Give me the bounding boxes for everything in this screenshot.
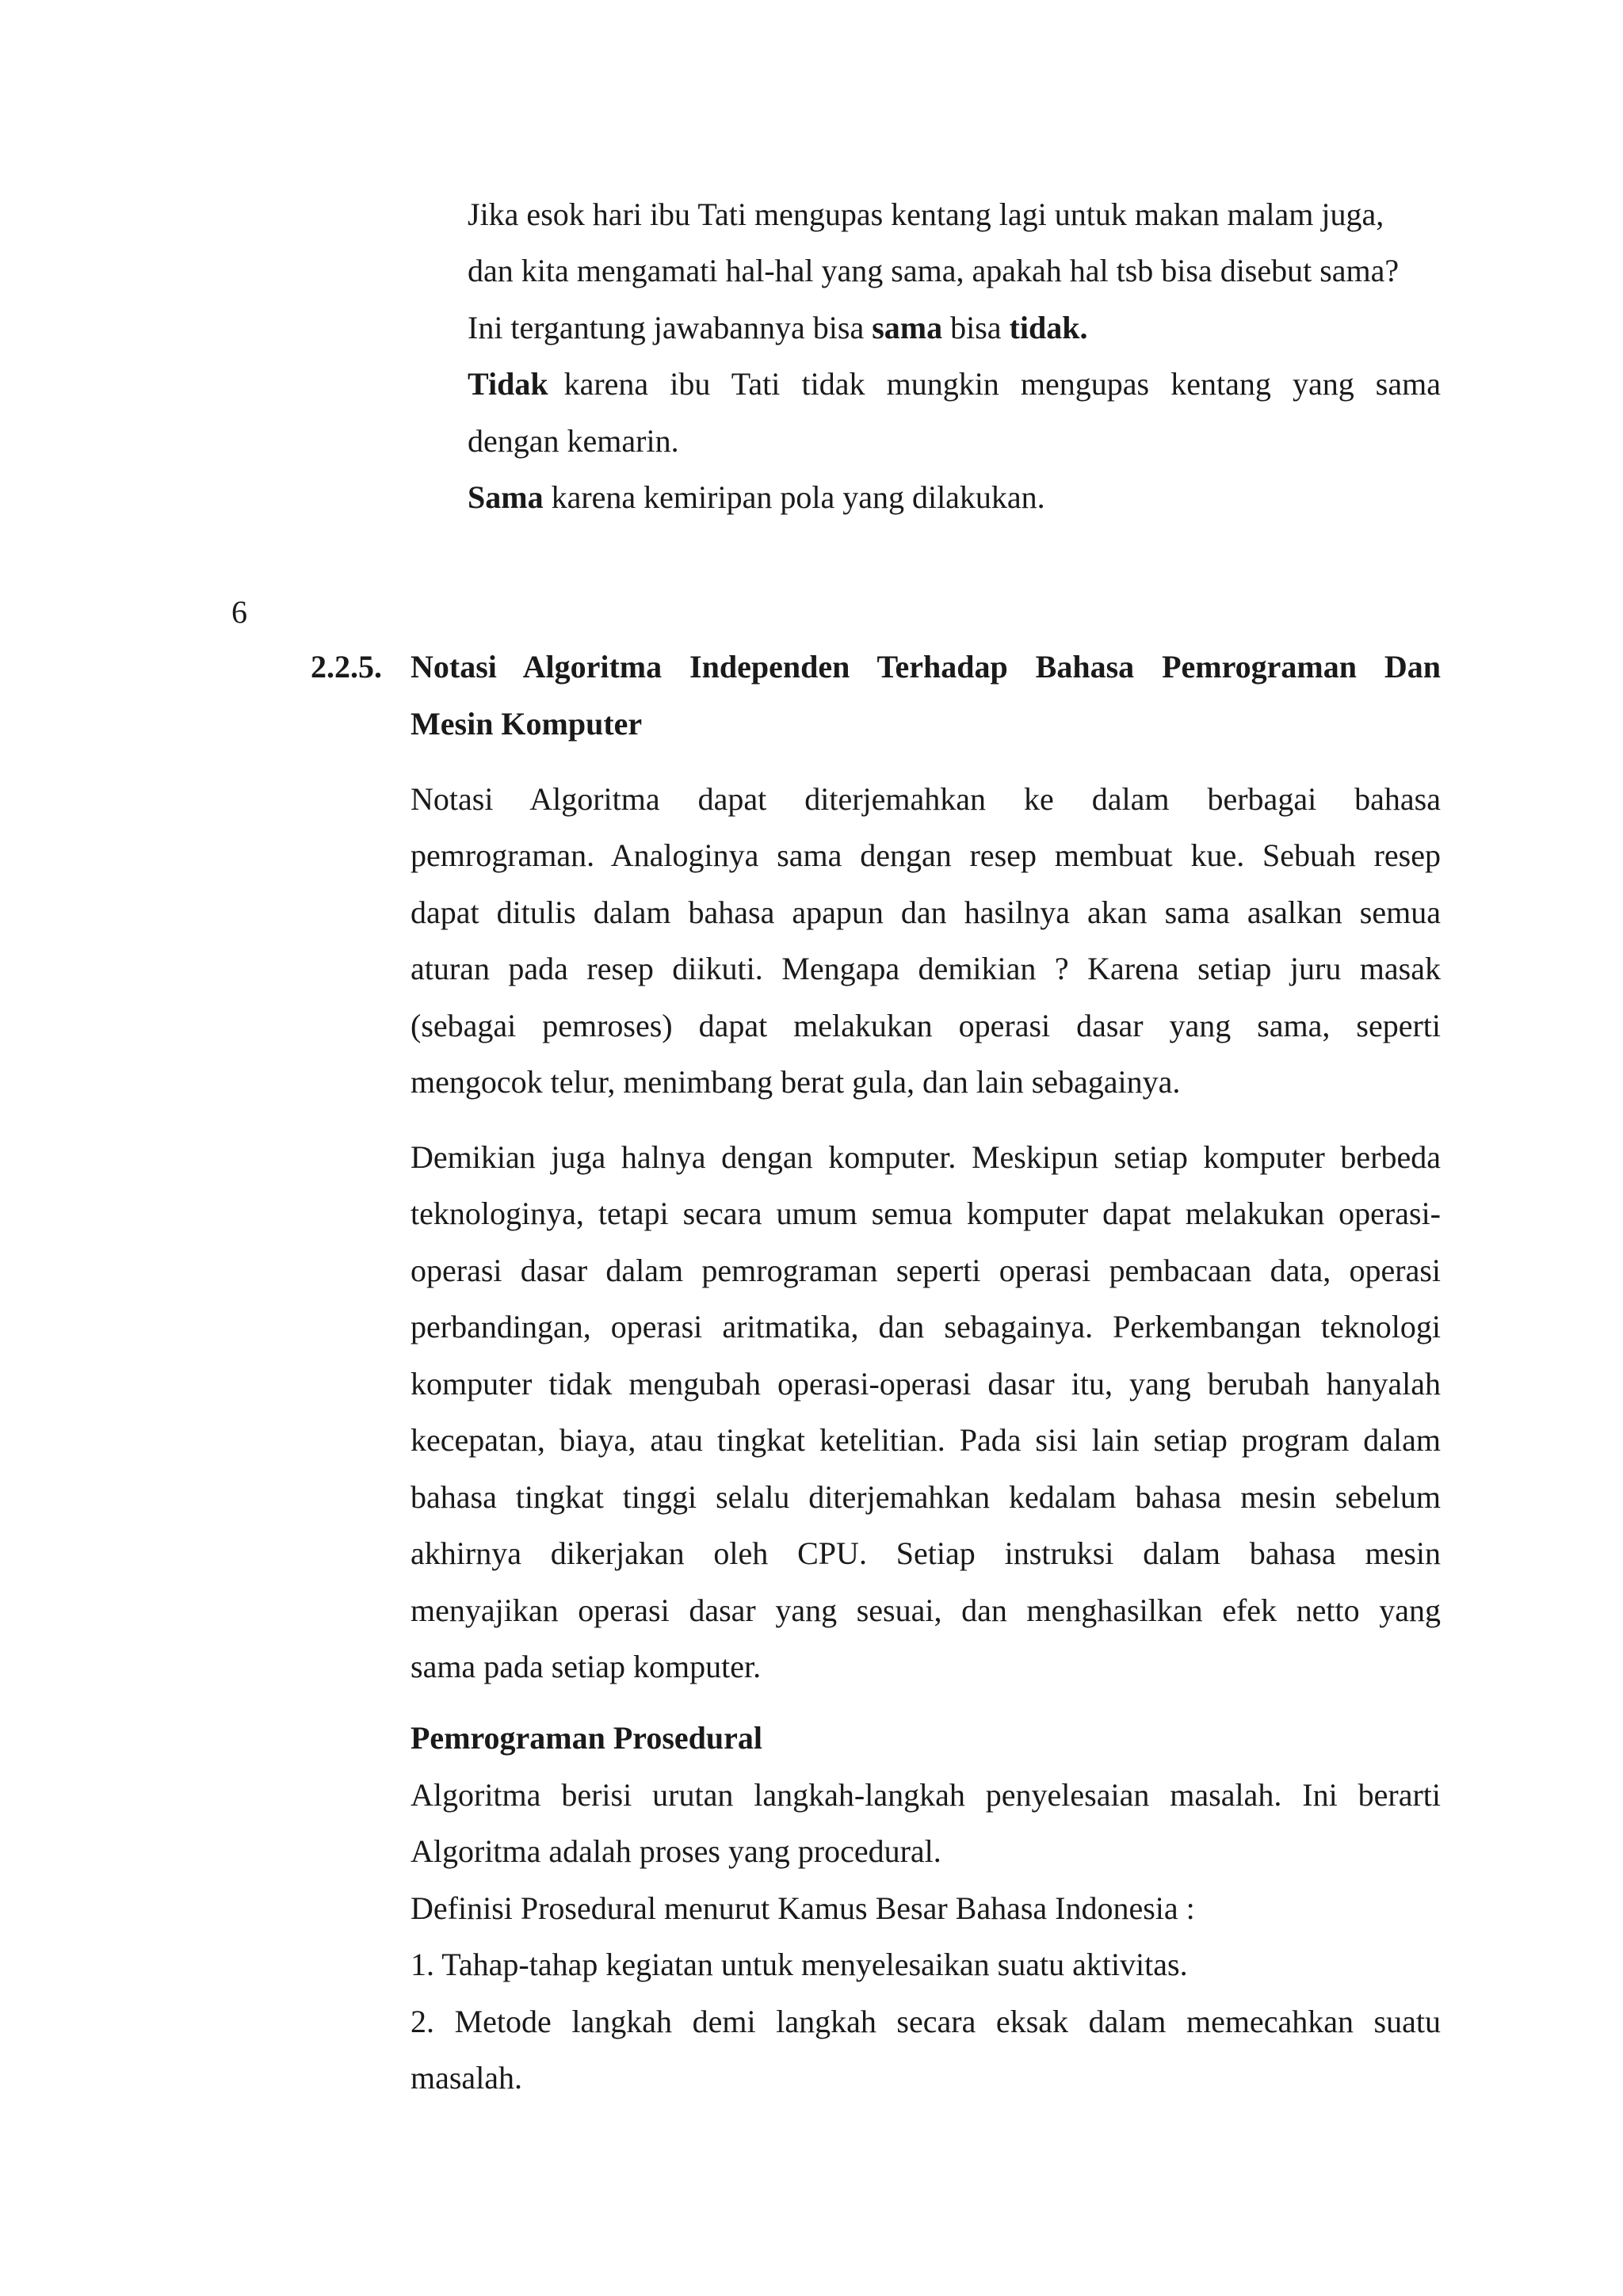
para2-line-10: sama pada setiap komputer. — [411, 1649, 762, 1684]
para1-text-2: pemrograman. Analoginya sama dengan resep membuat kue. Sebuah resep — [411, 837, 1441, 873]
para1-text-5: (sebagai pemroses) dapat melakukan operasi dasar yang sama, seperti — [411, 1008, 1441, 1043]
para1-text-1: Notasi Algoritma dapat diterjemahkan ke dalam berbagai bahasa — [411, 781, 1441, 817]
para2-line-3 — [411, 1252, 1441, 1290]
page-number: 6 — [231, 594, 247, 630]
para3-line-2: Algoritma adalah proses yang procedural. — [411, 1833, 941, 1869]
intro-line-3 — [468, 309, 1087, 347]
para2-line-9 — [411, 1592, 1441, 1630]
section-title-line-2: Mesin Komputer — [411, 706, 643, 742]
para2-line-8 — [411, 1535, 1441, 1573]
para2-line-1 — [411, 1138, 1441, 1177]
intro-bold-sama: sama — [872, 310, 943, 345]
intro-line-4-rest: karena ibu Tati tidak mungkin mengupas kentang yang sama — [563, 366, 1441, 402]
para1-line-4 — [411, 950, 1441, 988]
para1-text-4: aturan pada resep diikuti. Mengapa demikian ? Karena setiap juru masak — [411, 951, 1441, 986]
para2-text-7: bahasa tingkat tinggi selalu diterjemahkan kedalam bahasa mesin sebelum — [411, 1479, 1441, 1515]
list-item-2-line-1 — [411, 2003, 1441, 2041]
list-item-1: 1. Tahap-tahap kegiatan untuk menyelesaikan suatu aktivitas. — [411, 1947, 1188, 1982]
definition-intro: Definisi Prosedural menurut Kamus Besar Bahasa Indonesia : — [411, 1890, 1195, 1926]
para3-text-1: Algoritma berisi urutan langkah-langkah penyelesaian masalah. Ini berarti — [411, 1777, 1441, 1813]
list-item-2-line-2: masalah. — [411, 2060, 523, 2096]
para1-line-5 — [411, 1007, 1441, 1045]
intro-bold-tidak-lead: Tidak — [468, 366, 548, 402]
para2-line-2 — [411, 1195, 1441, 1233]
section-number: 2.2.5. — [311, 649, 382, 685]
para2-text-9: menyajikan operasi dasar yang sesuai, dan menghasilkan efek netto yang — [411, 1592, 1441, 1628]
para2-line-6 — [411, 1421, 1441, 1459]
intro-line-3-text: Ini tergantung jawabannya bisa — [468, 310, 873, 345]
para1-line-3 — [411, 894, 1441, 932]
para1-text-3: dapat ditulis dalam bahasa apapun dan hasilnya akan sama asalkan semua — [411, 894, 1441, 930]
section-title-text-1: Notasi Algoritma Independen Terhadap Bahasa Pemrograman Dan — [411, 649, 1441, 685]
subheading-prosedural: Pemrograman Prosedural — [411, 1720, 763, 1756]
para2-line-7 — [411, 1478, 1441, 1516]
para2-line-5 — [411, 1365, 1441, 1403]
para2-text-4: perbandingan, operasi aritmatika, dan sebagainya. Perkembangan teknologi — [411, 1309, 1441, 1344]
intro-line-5: dengan kemarin. — [468, 423, 679, 459]
para2-text-1: Demikian juga halnya dengan komputer. Meskipun setiap komputer berbeda — [411, 1139, 1441, 1175]
intro-line-4 — [468, 365, 1441, 403]
intro-line-6 — [468, 479, 1045, 517]
intro-bold-sama-lead: Sama — [468, 479, 544, 515]
para1-line-6: mengocok telur, menimbang berat gula, dan lain sebagainya. — [411, 1064, 1181, 1100]
para1-line-1 — [411, 780, 1441, 818]
intro-line-6-rest: karena kemiripan pola yang dilakukan. — [543, 479, 1045, 515]
intro-bold-tidak: tidak. — [1009, 310, 1088, 345]
intro-line-2: dan kita mengamati hal-hal yang sama, apakah hal tsb bisa disebut sama? — [468, 253, 1400, 288]
intro-line-1: Jika esok hari ibu Tati mengupas kentang lagi untuk makan malam juga, — [468, 196, 1384, 232]
para2-text-5: komputer tidak mengubah operasi-operasi dasar itu, yang berubah hanyalah — [411, 1366, 1441, 1402]
section-title-line-1 — [411, 648, 1441, 686]
para2-text-8: akhirnya dikerjakan oleh CPU. Setiap instruksi dalam bahasa mesin — [411, 1535, 1441, 1571]
para3-line-1 — [411, 1776, 1441, 1814]
para2-line-4 — [411, 1308, 1441, 1346]
intro-line-3-mid: bisa — [942, 310, 1010, 345]
para2-text-6: kecepatan, biaya, atau tingkat ketelitian. Pada sisi lain setiap program dalam — [411, 1422, 1441, 1458]
para1-line-2 — [411, 837, 1441, 875]
para2-text-3: operasi dasar dalam pemrograman seperti operasi pembacaan data, operasi — [411, 1253, 1441, 1288]
para2-text-2: teknologinya, tetapi secara umum semua komputer dapat melakukan operasi- — [411, 1196, 1441, 1231]
list-item-2-text-1: 2. Metode langkah demi langkah secara eksak dalam memecahkan suatu — [411, 2004, 1441, 2039]
